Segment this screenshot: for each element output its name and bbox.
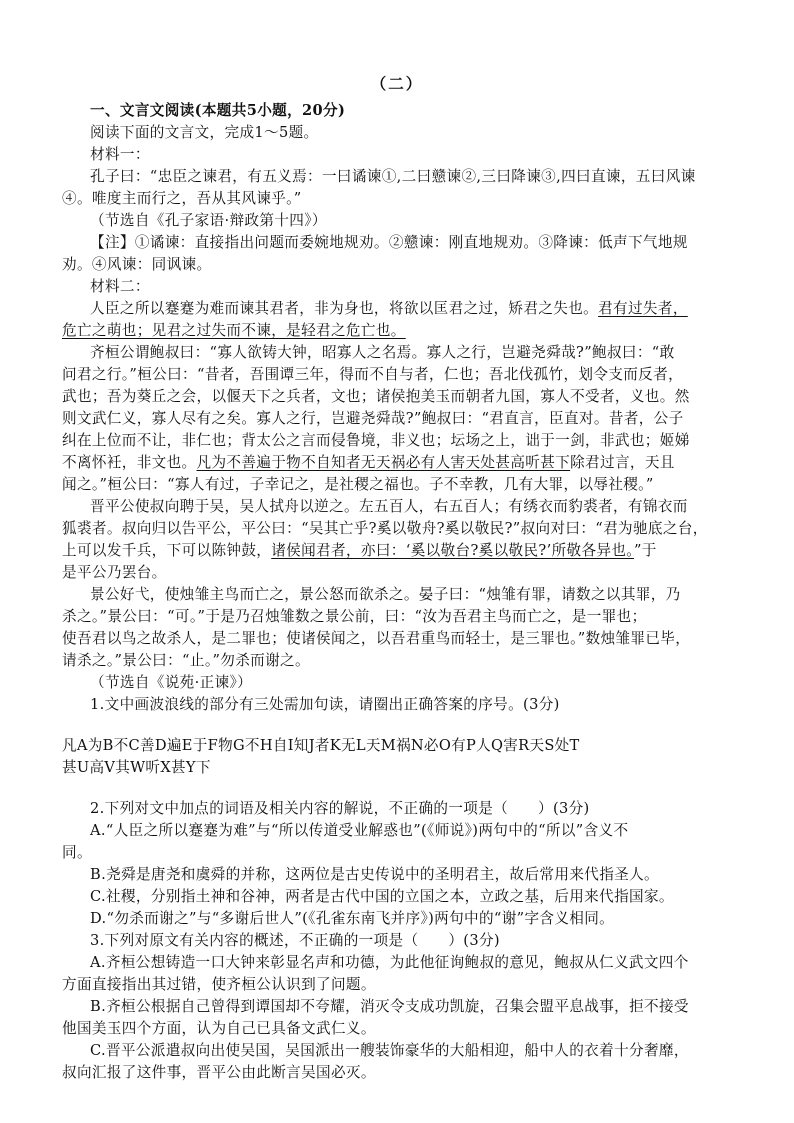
question-2-option-b: B.尧舜是唐尧和虞舜的并称，这两位是古史传说中的圣明君主，故后常用来代指圣人。 [90, 866, 659, 883]
question-1: 1.文中画波浪线的部分有三处需加句读，请圈出正确答案的序号。(3分) [90, 696, 560, 713]
material2-para2-line7: 闻之。”桓公曰：“寡人有过，子幸记之，是社稷之福也。子不幸教，几有大罪，以辱社稷。” [62, 476, 654, 493]
plain-text: 除君过言，天且 [570, 454, 675, 471]
material2-para3-line4: 是平公乃罢台。 [62, 564, 167, 581]
note-line1: 【注】①谲谏：直接指出问题而委婉地规劝。②戆谏：刚直地规劝。③降谏：低声下气地规 [90, 234, 688, 251]
question-2: 2.下列对文中加点的词语及相关内容的解说，不正确的一项是（ ）(3分) [90, 800, 590, 817]
question-2-option-a-line1: A.“人臣之所以蹇蹇为难”与“所以传道受业解惑也”(《师说》)两句中的“所以”含义不 [90, 822, 629, 839]
question-3-option-b-line2: 他国美玉四个方面，认为自己已具备文武仁义。 [62, 1020, 376, 1037]
question-1-options-line1: 凡A为B不C善D遍E于F物G不H自I知J者K无L天M祸N必O有P人Q害R天S处T [62, 737, 580, 754]
material2-para2-line1: 齐桓公谓鲍叔曰：“寡人欲铸大钟，昭寡人之名焉。寡人之行，岂避尧舜哉?”鲍叔曰：“敢 [90, 344, 675, 361]
material2-para1-line2: 危亡之萌也；见君之过失而不谏，是轻君之危亡也。 [62, 322, 406, 339]
material2-para4-line1: 景公好弋，使烛雏主鸟而亡之，景公怒而欲杀之。晏子曰：“烛雏有罪，请数之以其罪，乃 [90, 586, 681, 603]
material2-para4-line3: 使吾君以鸟之故杀人，是二罪也；使诸侯闻之，以吾君重鸟而轻士，是三罪也。”数烛雏罪已毕， [62, 630, 691, 647]
material2-para4-line2: 杀之。”景公曰：“可。”于是乃召烛雏数之景公前，曰：“汝为吾君主鸟而亡之，是一罪也； [62, 608, 647, 625]
note-line2: 劝。④风谏：同讽谏。 [62, 256, 212, 273]
material1-source: （节选自《孔子家语·辩政第十四》） [90, 212, 327, 229]
material2-para2-line6 [62, 452, 675, 474]
question-1-options-line2: 甚U高V其W听X甚Y下 [62, 759, 211, 776]
plain-text: 上可以发千兵，下可以陈钟鼓， [62, 542, 272, 559]
question-2-option-c: C.社稷，分别指土神和谷神，两者是古代中国的立国之本，立政之基，后用来代指国家。 [90, 888, 674, 905]
question-3-option-c-line2: 叔向汇报了这件事，晋平公由此断言吴国必灭。 [62, 1064, 376, 1081]
question-3-option-a-line1: A.齐桓公想铸造一口大钟来彰显名声和功德，为此他征询鲍叔的意见，鲍叔从仁义武文四个 [90, 954, 689, 971]
material1-text-line2: ④。唯度主而行之，吾从其风谏乎。” [62, 190, 302, 207]
material1-label: 材料一： [90, 146, 150, 163]
question-3-option-c-line1: C.晋平公派遣叔向出使吴国，吴国派出一艘装饰豪华的大船相迎，船中人的衣着十分奢靡， [90, 1042, 689, 1059]
material2-para1-line1 [90, 298, 688, 320]
material2-para2-line4: 则文武仁义，寡人尽有之矣。寡人之行，岂避尧舜哉?”鲍叔曰：“君直言，臣直对。昔者，公子 [62, 410, 684, 427]
material2-para2-line2: 问君之行。”桓公曰：“昔者，吾围谭三年，得而不自与者，仁也；吾北伐孤竹，划令支而反者， [62, 366, 684, 383]
material2-source: （节选自《说苑·正谏》） [90, 674, 253, 691]
material2-para4-line4: 请杀之。”景公曰：“止。”勿杀而谢之。 [62, 652, 310, 669]
material2-para2-line3: 武也；吾为葵丘之会，以偃天下之兵者，文也；诸侯抱美玉而朝者九国，寡人不受者，义也。然 [62, 388, 690, 405]
wavy-underlined-text: 凡为不善遍于物不自知者无天祸必有人害天处甚高听甚下 [196, 454, 571, 471]
page-title: （二） [370, 74, 424, 93]
material1-text-line1: 孔子曰：“忠臣之谏君，有五义焉：一曰谲谏①,二曰戆谏②,三曰降谏③,四曰直谏，五曰风谏 [90, 168, 696, 185]
underlined-text: 诸侯闻君者，亦曰：‘奚以敬台?奚以敬民?’所敬各异也。 [271, 542, 634, 559]
underlined-text: 君有过失者， [598, 300, 688, 317]
material2-para2-line5: 纠在上位而不让，非仁也；背太公之言而侵鲁境，非义也；坛场之上，诎于一剑，非武也；姬娣 [62, 432, 690, 449]
question-3-option-a-line2: 方面直接指出其过错，使齐桓公认识到了问题。 [62, 976, 376, 993]
plain-text: 不离怀衽，非文也。 [62, 454, 197, 471]
material2-para3-line2: 狐裘者。叔向归以告平公，平公曰：“吴其亡乎?奚以敬舟?奚以敬民?”叔向对曰：“君为驰底之台， [62, 520, 708, 537]
question-2-option-d: D.“勿杀而谢之”与“多谢后世人”(《孔雀东南飞并序》)两句中的“谢”字含义相同。 [90, 910, 615, 927]
material2-label: 材料二： [90, 278, 150, 295]
plain-text: 人臣之所以蹇蹇为难而谏其君者，非为身也，将欲以匡君之过，矫君之失也。 [90, 300, 599, 317]
material2-para3-line1: 晋平公使叔向聘于吴，吴人拭舟以逆之。左五百人，右五百人；有绣衣而豹裘者，有锦衣而 [90, 498, 688, 515]
section-heading: 一、文言文阅读(本题共5小题，20分) [90, 102, 346, 119]
question-2-option-a-line2: 同。 [62, 844, 92, 861]
question-3-option-b-line1: B.齐桓公根据自己曾得到谭国却不夸耀，消灭令支成功凯旋，召集会盟平息战事，拒不接受 [90, 998, 689, 1015]
question-3: 3.下列对原文有关内容的概述，不正确的一项是（ ）(3分) [90, 932, 500, 949]
material2-para3-line3 [62, 540, 657, 562]
plain-text: ”于 [633, 542, 657, 559]
instruction: 阅读下面的文言文，完成1～5题。 [90, 124, 319, 141]
